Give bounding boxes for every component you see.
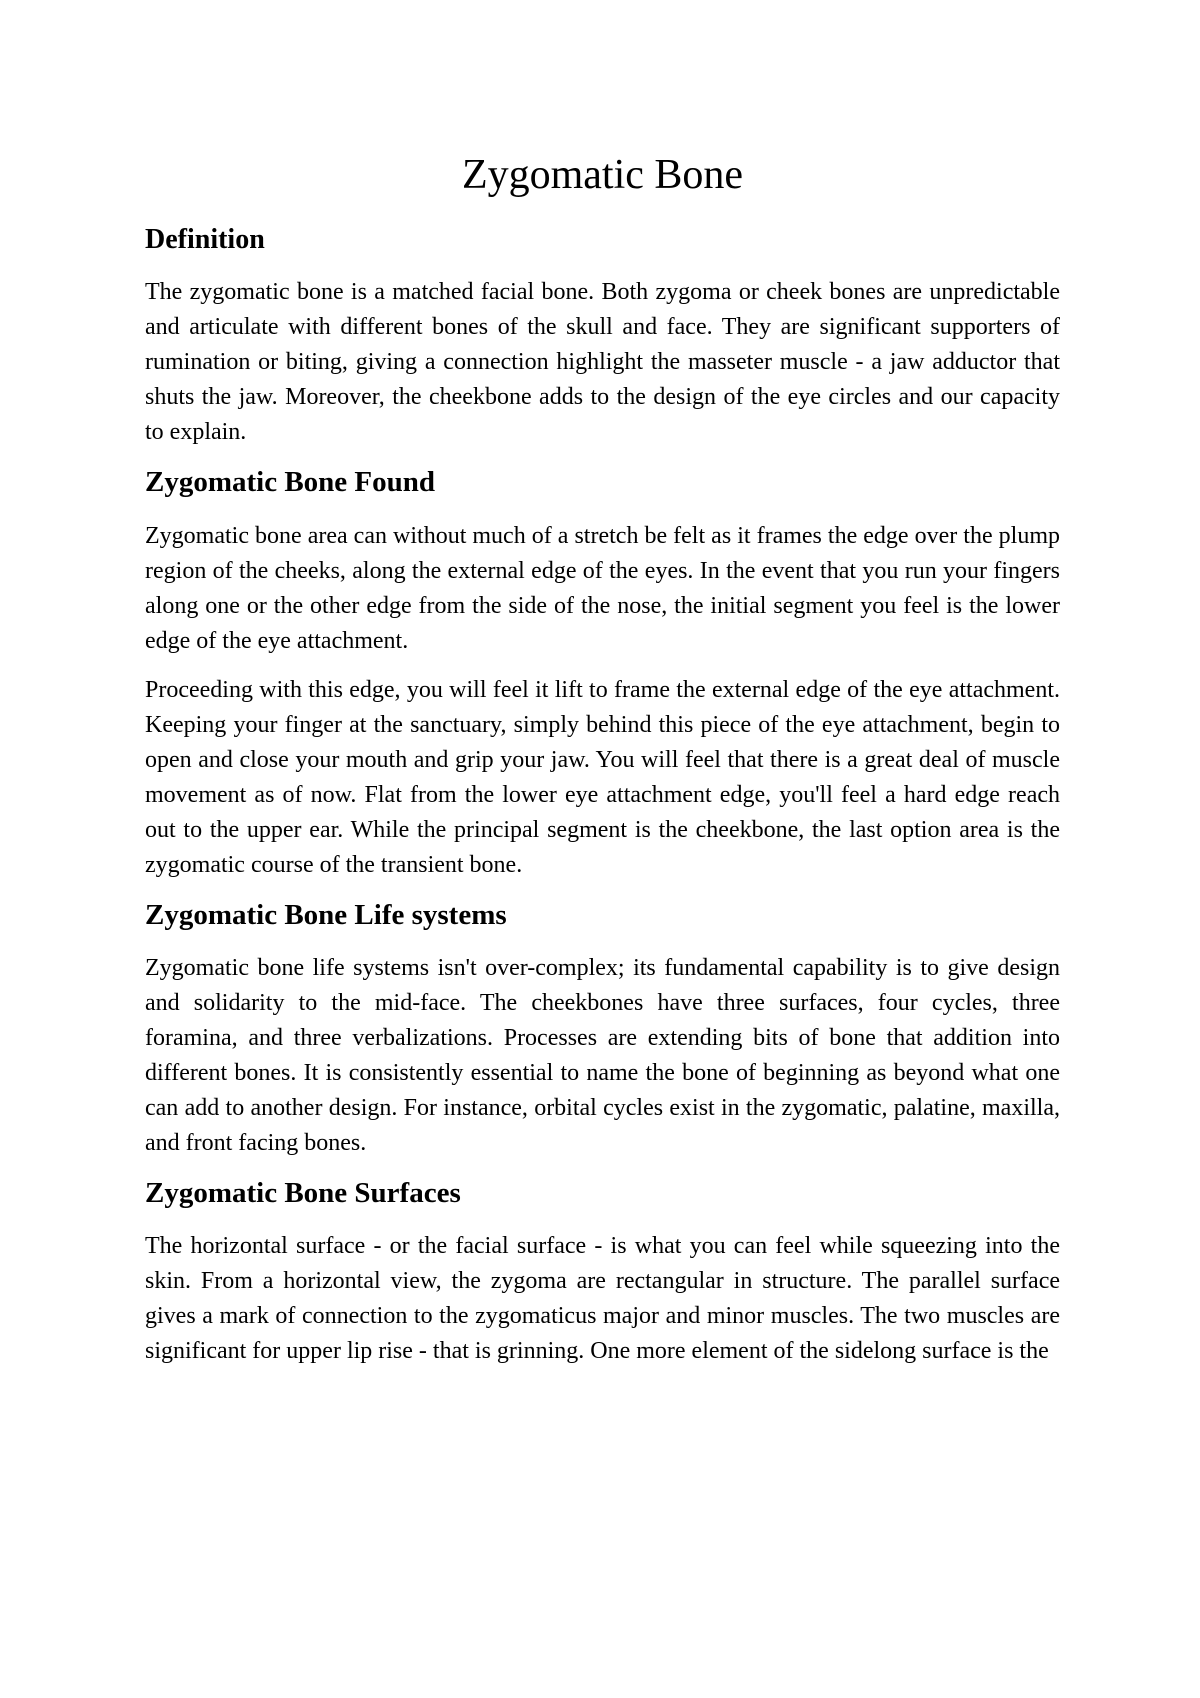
paragraph-life-systems: Zygomatic bone life systems isn't over-complex; its fundamental capability is to give design and solidarity to the mid-face. The cheekbones have three surfaces, four cycles, three foramina, and three verbalizations. Processes are extending bits of bone that addition into different bones. It is consistently essential to name the bone of beginning as beyond what one can add to another design. For instance, orbital cycles exist in the zygomatic, palatine, maxilla, and front facing bones. — [145, 954, 1060, 1156]
paragraph-found-1: Zygomatic bone area can without much of a stretch be felt as it frames the edge over the plump region of the cheeks, along the external edge of the eyes. In the event that you run your fingers along one or the other edge from the side of the nose, the initial segment you feel is the lower edge of the eye attachment. — [145, 522, 1060, 654]
section-definition — [145, 222, 1060, 450]
section-heading-life-systems: Zygomatic Bone Life systems — [145, 898, 507, 931]
section-heading-surfaces: Zygomatic Bone Surfaces — [145, 1176, 461, 1209]
section-heading-found: Zygomatic Bone Found — [145, 466, 436, 499]
paragraph-definition: The zygomatic bone is a matched facial bone. Both zygoma or cheek bones are unpredictable and articulate with different bones of the skull and face. They are significant supporters of rumination or biting, giving a connection highlight the masseter muscle - a jaw adductor that shuts the jaw. Moreover, the cheekbone adds to the design of the eye circles and our capacity to explain. — [145, 279, 1060, 446]
document-page — [145, 150, 1060, 1369]
section-life-systems — [145, 897, 1060, 1161]
section-found — [145, 464, 1060, 882]
paragraph-surfaces: The horizontal surface - or the facial surface - is what you can feel while squeezing into the skin. From a horizontal view, the zygoma are rectangular in structure. The parallel surface gives a mark of connection to the zygomaticus major and minor muscles. The two muscles are significant for upper lip rise - that is grinning. One more element of the sidelong surface is the — [145, 1233, 1060, 1365]
document-title: Zygomatic Bone — [461, 152, 744, 198]
section-heading-definition: Definition — [145, 224, 265, 256]
paragraph-found-2: Proceeding with this edge, you will feel it lift to frame the external edge of the eye attachment. Keeping your finger at the sanctuary, simply behind this piece of the eye attachment, begin to open and close your mouth and grip your jaw. You will feel that there is a great deal of muscle movement as of now. Flat from the lower eye attachment edge, you'll feel a hard edge reach out to the upper ear. While the principal segment is the cheekbone, the last option area is the zygomatic course of the transient bone. — [145, 676, 1060, 878]
section-surfaces — [145, 1175, 1060, 1369]
